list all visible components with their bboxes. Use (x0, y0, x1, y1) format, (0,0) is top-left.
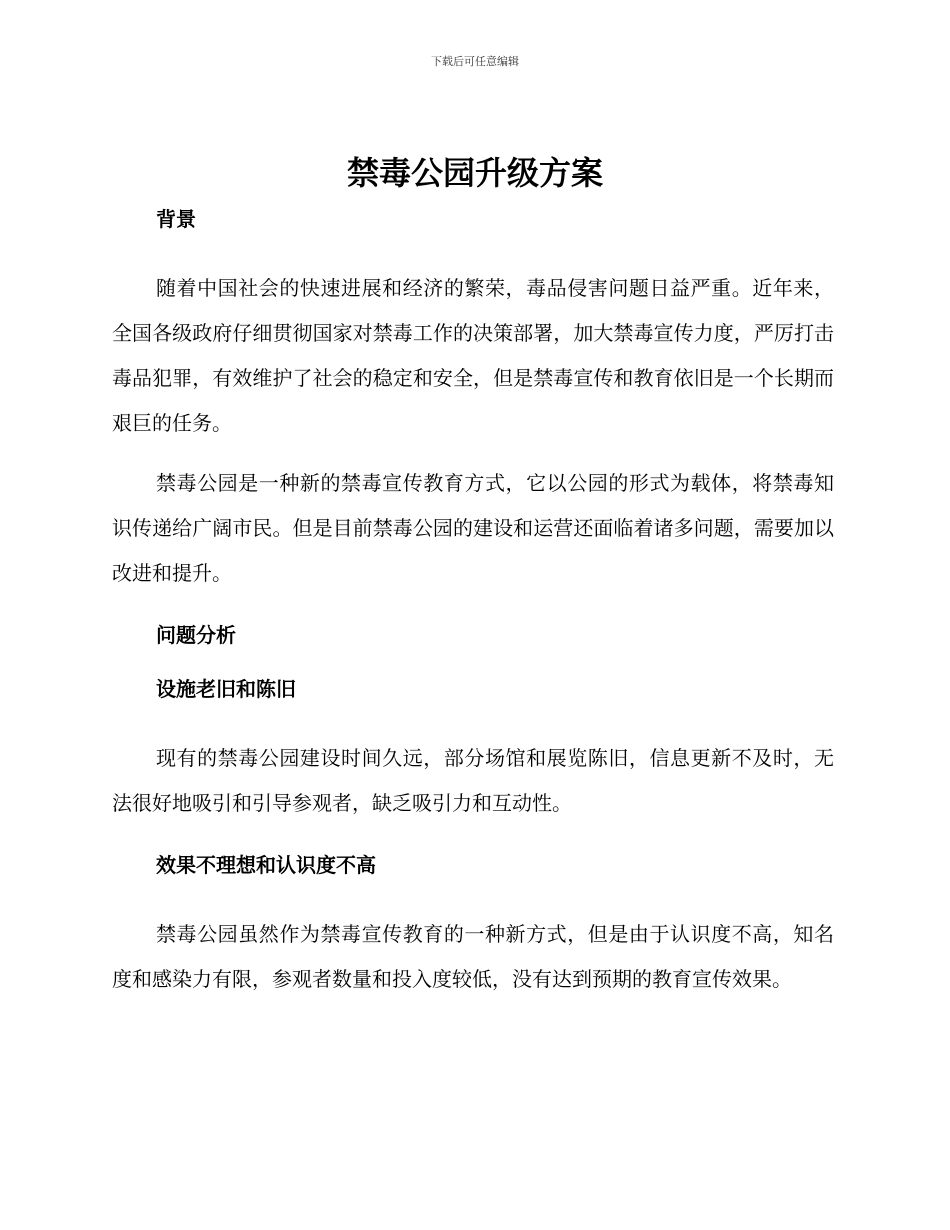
paragraph-background-2: 禁毒公园是一种新的禁毒宣传教育方式，它以公园的形式为载体，将禁毒知识传递给广阔市民。但是目前禁毒公园的建设和运营还面临着诸多问题，需要加以改进和提升。 (112, 471, 834, 585)
page-header-note: 下载后可任意编辑 (431, 55, 519, 68)
paragraph-background-1: 随着中国社会的快速进展和经济的繁荣，毒品侵害问题日益严重。近年来，全国各级政府仔细贯彻国家对禁毒工作的决策部署，加大禁毒宣传力度，严厉打击毒品犯罪，有效维护了社会的稳定和安全，但是禁毒宣传和教育依旧是一个长期而艰巨的任务。 (112, 276, 834, 435)
document-body (112, 204, 834, 1002)
document-title: 禁毒公园升级方案 (346, 154, 603, 192)
section-heading-analysis: 问题分析 (156, 623, 236, 647)
paragraph-effect: 禁毒公园虽然作为禁毒宣传教育的一种新方式，但是由于认识度不高，知名度和感染力有限，参观者数量和投入度较低，没有达到预期的教育宣传效果。 (112, 922, 834, 991)
paragraph-facility: 现有的禁毒公园建设时间久远，部分场馆和展览陈旧，信息更新不及时，无法很好地吸引和引导参观者，缺乏吸引力和互动性。 (112, 746, 834, 815)
section-heading-background: 背景 (156, 207, 196, 231)
subsection-heading-facility: 设施老旧和陈旧 (156, 677, 296, 701)
subsection-heading-effect: 效果不理想和认识度不高 (156, 853, 376, 877)
